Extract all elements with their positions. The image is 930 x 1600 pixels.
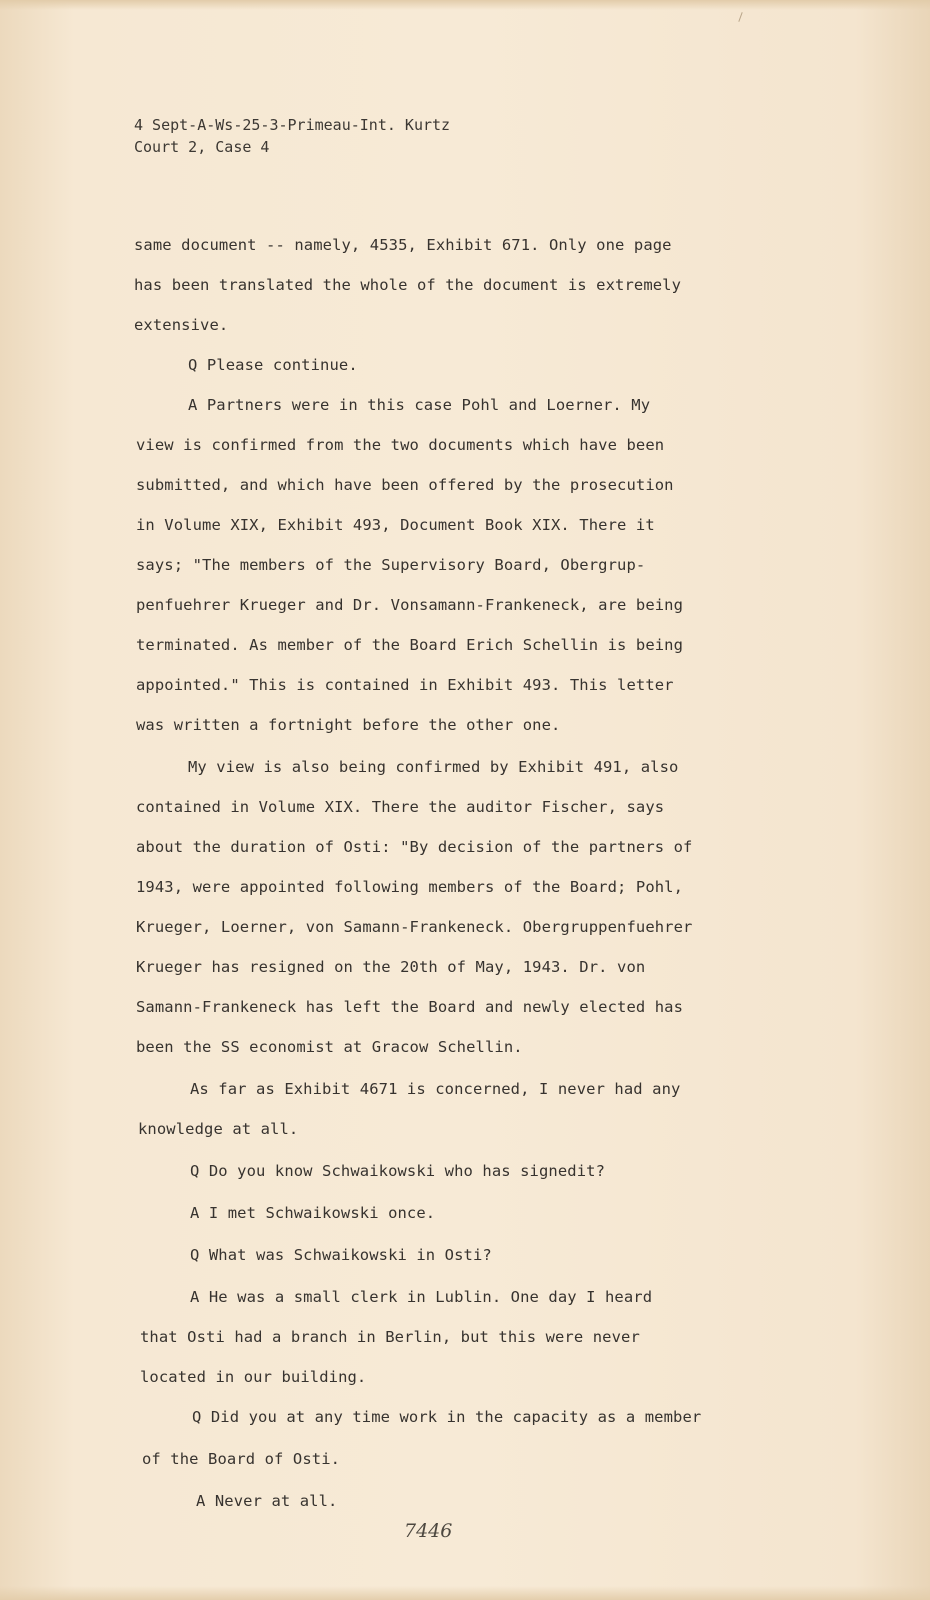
body-line: A Never at all. <box>196 1492 338 1510</box>
body-line: Q Please continue. <box>188 356 358 374</box>
body-line: 1943, were appointed following members of the Board; Pohl, <box>136 878 684 896</box>
body-line: A Partners were in this case Pohl and Loerner. My <box>188 396 651 414</box>
body-line: Q Did you at any time work in the capacity as a member <box>192 1408 702 1426</box>
body-line: A He was a small clerk in Lublin. One day I heard <box>190 1288 653 1306</box>
body-line: same document -- namely, 4535, Exhibit 671. Only one page <box>134 236 672 254</box>
body-line: Samann-Frankeneck has left the Board and newly elected has <box>136 998 684 1016</box>
body-line: located in our building. <box>140 1368 367 1386</box>
body-line: was written a fortnight before the other one. <box>136 716 561 734</box>
body-line: contained in Volume XIX. There the auditor Fischer, says <box>136 798 665 816</box>
body-line: submitted, and which have been offered by the prosecution <box>136 476 674 494</box>
body-line: has been translated the whole of the document is extremely <box>134 276 682 294</box>
body-line: A I met Schwaikowski once. <box>190 1204 436 1222</box>
body-line: of the Board of Osti. <box>142 1450 341 1468</box>
body-line: that Osti had a branch in Berlin, but this were never <box>140 1328 640 1346</box>
body-line: says; "The members of the Supervisory Board, Obergrup- <box>136 556 646 574</box>
body-line: in Volume XIX, Exhibit 493, Document Book XIX. There it <box>136 516 655 534</box>
body-line: about the duration of Osti: "By decision of the partners of <box>136 838 693 856</box>
page-number: 7446 <box>404 1520 453 1542</box>
document-header <box>134 114 450 158</box>
body-line: knowledge at all. <box>138 1120 299 1138</box>
header-court-line: Court 2, Case 4 <box>134 138 270 156</box>
body-line: Krueger, Loerner, von Samann-Frankeneck. Obergruppenfuehrer <box>136 918 693 936</box>
body-line: extensive. <box>134 316 229 334</box>
body-line: Krueger has resigned on the 20th of May, 1943. Dr. von <box>136 958 646 976</box>
body-line: terminated. As member of the Board Erich Schellin is being <box>136 636 684 654</box>
body-line: Q What was Schwaikowski in Osti? <box>190 1246 492 1264</box>
body-line: My view is also being confirmed by Exhibit 491, also <box>188 758 679 776</box>
header-reference-line: 4 Sept-A-Ws-25-3-Primeau-Int. Kurtz <box>134 116 451 134</box>
body-line: Q Do you know Schwaikowski who has signedit? <box>190 1162 605 1180</box>
body-line: penfuehrer Krueger and Dr. Vonsamann-Frankeneck, are being <box>136 596 684 614</box>
body-line: view is confirmed from the two documents which have been <box>136 436 665 454</box>
body-line: appointed." This is contained in Exhibit 493. This letter <box>136 676 674 694</box>
body-line: As far as Exhibit 4671 is concerned, I never had any <box>190 1080 681 1098</box>
body-line: been the SS economist at Gracow Schellin. <box>136 1038 523 1056</box>
paper-mark <box>738 12 742 22</box>
